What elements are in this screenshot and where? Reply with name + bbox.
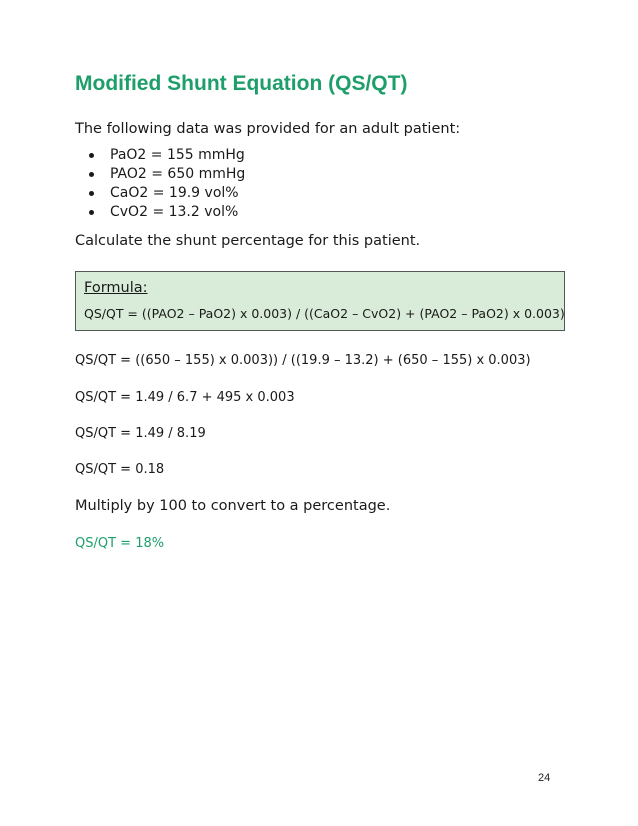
final-answer: QS/QT = 18%: [75, 536, 165, 551]
question-text: Calculate the shunt percentage for this patient.: [75, 233, 421, 249]
calculation-step-1: QS/QT = ((650 – 155) x 0.003)) / ((19.9 – 13.2) + (650 – 155) x 0.003): [75, 353, 531, 368]
list-item: PAO2 = 650 mmHg: [75, 165, 245, 184]
bullet-icon: [89, 191, 94, 196]
bullet-icon: [89, 172, 94, 177]
list-item: CaO2 = 19.9 vol%: [75, 184, 245, 203]
page-number: 24: [538, 772, 551, 784]
formula-text: QS/QT = ((PAO2 – PaO2) x 0.003) / ((CaO2 – CvO2) + (PAO2 – PaO2) x 0.003): [84, 306, 565, 321]
page-title: Modified Shunt Equation (QS/QT): [75, 72, 408, 95]
conversion-note: Multiply by 100 to convert to a percentage.: [75, 498, 391, 514]
bullet-icon: [89, 210, 94, 215]
patient-data-list: [75, 146, 245, 222]
calculation-step-4: QS/QT = 0.18: [75, 462, 165, 477]
bullet-icon: [89, 153, 94, 158]
calculation-step-3: QS/QT = 1.49 / 8.19: [75, 426, 206, 441]
formula-box: [75, 271, 565, 331]
list-item: PaO2 = 155 mmHg: [75, 146, 245, 165]
calculation-step-2: QS/QT = 1.49 / 6.7 + 495 x 0.003: [75, 390, 295, 405]
list-item: CvO2 = 13.2 vol%: [75, 203, 245, 222]
intro-text: The following data was provided for an adult patient:: [75, 121, 461, 137]
formula-label: Formula:: [84, 280, 148, 296]
